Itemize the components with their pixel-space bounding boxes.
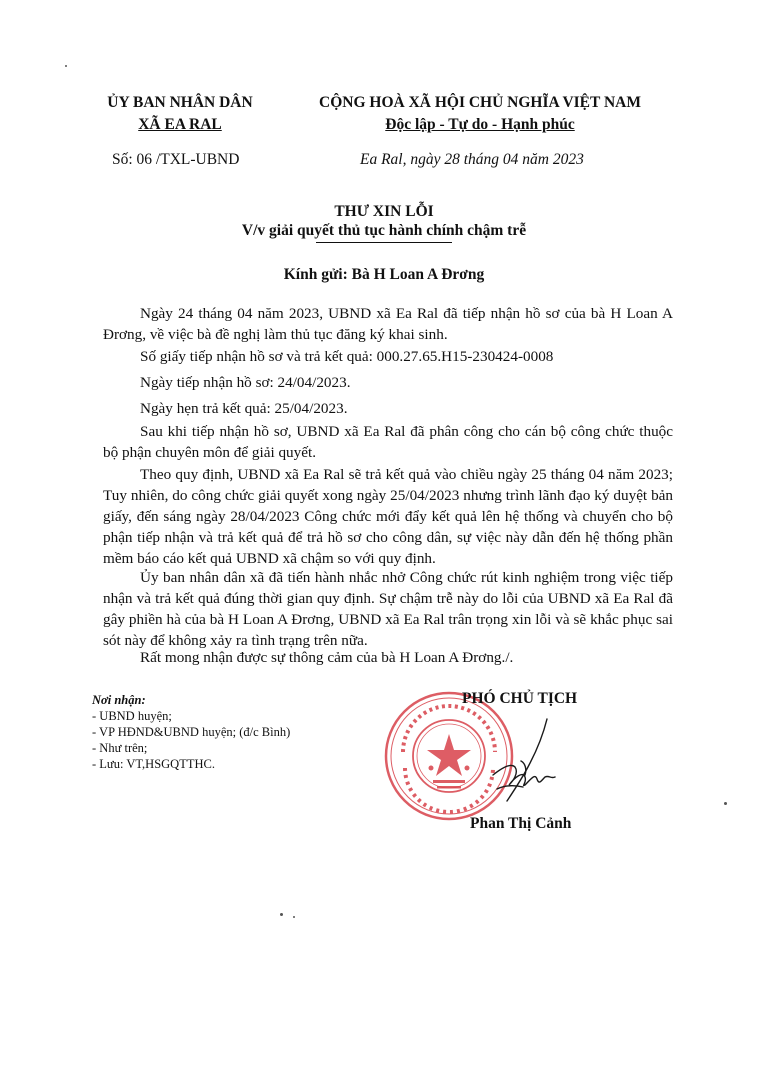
recipient-line: Kính gửi: Bà H Loan A Đrơng xyxy=(283,266,485,283)
document-title: THƯ XIN LỖI xyxy=(334,203,434,220)
scan-speck xyxy=(65,65,67,67)
body-paragraph: Ủy ban nhân dân xã đã tiến hành nhắc nhở Công chức rút kinh nghiệm trong việc tiếp nhận và trả kết quả đúng thời gian quy định. Sự chậm trễ này do lỗi của UBND xã Ea Ral đã gây phiền hà của bà H Loan A Đrơng, UBND xã Ea Ral trân trọng xin lỗi và sẽ khắc phục sai sót này để không xảy ra tình trạng trên nữa. xyxy=(103,569,673,649)
body-paragraph: Ngày hẹn trả kết quả: 25/04/2023. xyxy=(140,400,348,417)
nation-motto-text: Độc lập - Tự do - Hạnh phúc xyxy=(385,116,575,133)
recipient-item: - Lưu: VT,HSGQTTHC. xyxy=(92,757,215,771)
body-paragraph: Sau khi tiếp nhận hồ sơ, UBND xã Ea Ral đã phân công cho cán bộ công chức thuộc bộ phận chuyên môn để giải quyết. xyxy=(103,423,673,461)
body-paragraph: Theo quy định, UBND xã Ea Ral sẽ trả kết quả vào chiều ngày 25 tháng 04 năm 2023; Tuy nhiên, do công chức giải quyết xong ngày 25/04/2023 nhưng trình lãnh đạo ký duyệt bản giấy, đến sáng ngày 28/04/2023 Công chức mới đẩy kết quả lên hệ thống và chuyển cho bộ phận tiếp nhận và trả kết quả để trả hồ sơ cho công dân, sự việc này dẫn đến hệ thống phần mềm báo cáo kết quả UBND xã chậm so với quy định. xyxy=(103,466,673,567)
nation-title: CỘNG HOÀ XÃ HỘI CHỦ NGHĨA VIỆT NAM xyxy=(319,94,641,111)
scan-speck xyxy=(293,916,295,918)
body-paragraph: Ngày tiếp nhận hồ sơ: 24/04/2023. xyxy=(140,374,351,391)
handwritten-signature xyxy=(485,715,575,815)
signer-title: PHÓ CHỦ TỊCH xyxy=(462,690,578,707)
document-number: Số: 06 /TXL-UBND xyxy=(112,151,240,168)
body-paragraph: Số giấy tiếp nhận hồ sơ và trả kết quả: 000.27.65.H15-230424-0008 xyxy=(140,348,554,365)
recipient-item: - Như trên; xyxy=(92,741,148,755)
recipient-item: - UBND huyện; xyxy=(92,709,172,723)
body-paragraph: Ngày 24 tháng 04 năm 2023, UBND xã Ea Ral đã tiếp nhận hồ sơ của bà H Loan A Đrơng, về việc bà đề nghị làm thủ tục đăng ký khai sinh. xyxy=(103,305,673,343)
org-name-text: XÃ EA RAL xyxy=(138,116,222,133)
recipient-item: - VP HĐND&UBND huyện; (đ/c Bình) xyxy=(92,725,291,739)
org-name-line1: ỦY BAN NHÂN DÂN xyxy=(107,94,253,111)
body-paragraph: Rất mong nhận được sự thông cảm của bà H Loan A Đrơng./. xyxy=(140,649,514,666)
scan-speck xyxy=(724,802,727,805)
signer-name: Phan Thị Cảnh xyxy=(470,815,572,832)
org-name-line2 xyxy=(90,116,270,134)
recipients-title: Nơi nhận: xyxy=(92,693,146,707)
place-date: Ea Ral, ngày 28 tháng 04 năm 2023 xyxy=(360,151,584,168)
nation-motto xyxy=(300,116,660,134)
document-subject: V/v giải quyết thủ tục hành chính chậm trễ xyxy=(241,222,527,239)
subject-underline xyxy=(316,242,452,243)
scan-speck xyxy=(280,913,283,916)
